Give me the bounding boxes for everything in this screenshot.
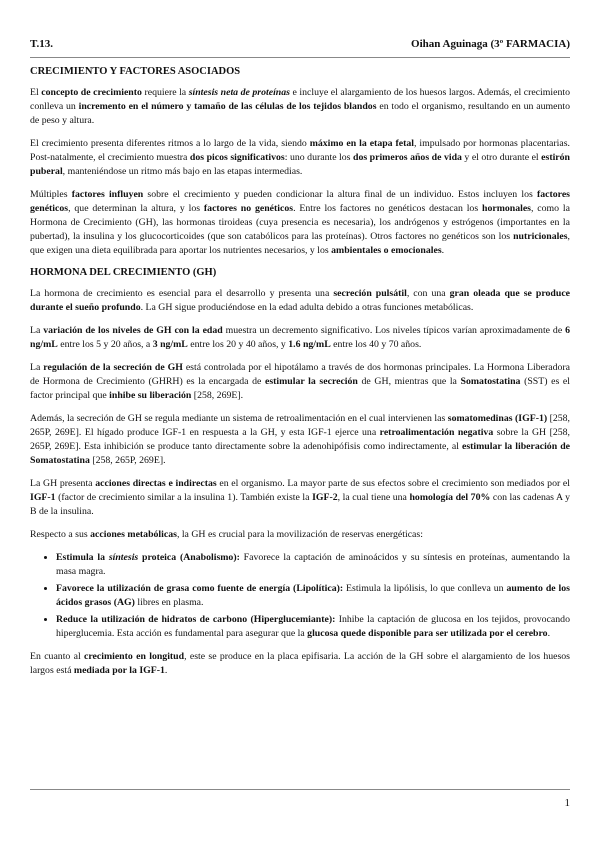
- text-run: Múltiples: [30, 189, 72, 200]
- text-run: factores no genéticos: [203, 203, 294, 214]
- text-run: La: [30, 325, 44, 336]
- text-run: crecimiento en longitud: [84, 651, 185, 662]
- text-run: IGF-2: [312, 492, 338, 503]
- text-run: glucosa quede disponible para ser utilizada por el cerebro: [307, 628, 548, 639]
- text-run: .: [547, 628, 551, 639]
- text-run: dos primeros años de vida: [353, 152, 462, 163]
- text-run: acciones directas e indirectas: [95, 478, 217, 489]
- text-run: Reduce la utilización de hidratos de carbono (Hiperglucemiante):: [56, 614, 336, 625]
- paragraph: [30, 361, 570, 403]
- list-item: [56, 582, 570, 610]
- text-run: [258, 265P, 269E].: [89, 455, 166, 466]
- text-run: , que determinan la altura, y los: [68, 203, 204, 214]
- text-run: está controlada por el hipotálamo a través de dos hormonas principales. La Hormona Liberadora de Hormona de Crecimiento (GHRH) es la encargada de: [30, 362, 570, 387]
- text-run: Estimula la: [56, 552, 109, 563]
- text-run: mediada por la IGF-1: [73, 665, 165, 676]
- text-run: gran oleada que se produce durante el sueño profundo: [30, 288, 571, 313]
- text-run: de GH, mientras que la: [357, 376, 461, 387]
- text-run: El: [30, 87, 42, 98]
- text-run: incremento en el número y tamaño de las células de los tejidos blandos: [78, 101, 377, 112]
- text-run: , la GH es crucial para la movilización de reservas energéticas:: [176, 529, 423, 540]
- text-run: estimular la liberación de Somatostatina: [30, 441, 570, 466]
- text-run: [258, 265P, 269E]. El hígado produce IGF-1 en respuesta a la GH, y esta IGF-1 ejerce una: [30, 413, 571, 438]
- metabolic-actions-list: [30, 551, 570, 641]
- paragraph: [30, 287, 570, 315]
- text-run: [109, 552, 138, 563]
- text-run: entre los 40 y 70 años.: [330, 339, 422, 350]
- text-run: inhibe su liberación: [109, 390, 192, 401]
- list-item: [56, 551, 570, 579]
- text-run: requiere la: [141, 87, 189, 98]
- text-run: homología del 70%: [409, 492, 491, 503]
- text-run: , manteniéndose un ritmo más bajo en las etapas intermedias.: [62, 166, 303, 177]
- paragraph: [30, 137, 570, 179]
- text-run: , con una: [406, 288, 450, 299]
- text-run: hormonales: [482, 203, 531, 214]
- text-run: 1.6 ng/mL: [288, 339, 331, 350]
- text-run: (factor de crecimiento similar a la insulina 1). También existe la: [55, 492, 313, 503]
- text-run: sobre la GH [258, 265P, 269E]. Esta inhibición se produce tanto directamente sobre la adenohipófisis como indirectamente, al: [30, 427, 570, 452]
- text-run: entre los 20 y 40 años, y: [187, 339, 289, 350]
- text-run: Somatostatina: [460, 376, 521, 387]
- text-run: regulación de la secreción de GH: [43, 362, 183, 373]
- text-run: 6 ng/mL: [30, 325, 570, 350]
- paragraph: [30, 477, 570, 519]
- text-run: IGF-1: [30, 492, 56, 503]
- text-run: , que exigen una dieta equilibrada para aportar los nutrientes necesarios, y los: [30, 231, 570, 256]
- text-run: . Entre los factores no genéticos destacan los: [293, 203, 482, 214]
- text-run: .: [164, 665, 168, 676]
- text-run: , impulsado por hormonas placentarias. Post-natalmente, el crecimiento muestra: [30, 138, 570, 163]
- list-item: [56, 613, 570, 641]
- footer-divider: [30, 789, 570, 790]
- text-run: : uno durante los: [284, 152, 353, 163]
- text-run: estimular la secreción: [264, 376, 358, 387]
- text-run: La: [30, 362, 44, 373]
- header-author: Oihan Aguinaga (3º FARMACIA): [411, 38, 570, 50]
- text-run: .: [441, 245, 445, 256]
- paragraph: [30, 86, 570, 128]
- text-run: Respecto a sus: [30, 529, 91, 540]
- text-run: , este se produce en la placa epifisaria. La acción de la GH sobre el alargamiento de los huesos largos está: [30, 651, 570, 676]
- text-run: factores influyen: [71, 189, 144, 200]
- section-title-gh: HORMONA DEL CRECIMIENTO (GH): [30, 267, 217, 278]
- header-topic-number: T.13.: [30, 38, 54, 50]
- text-run: en el organismo. La mayor parte de sus efectos sobre el crecimiento son mediados por el: [216, 478, 570, 489]
- text-run: máximo en la etapa fetal: [309, 138, 415, 149]
- text-run: con las cadenas A y B de la insulina.: [30, 492, 571, 517]
- paragraph: [30, 528, 570, 542]
- paragraph: [30, 188, 570, 258]
- text-run: El crecimiento presenta diferentes ritmos a lo largo de la vida, siendo: [30, 138, 310, 149]
- paragraph: [30, 650, 570, 678]
- text-run: variación de los niveles de GH con la edad: [43, 325, 223, 336]
- text-run: factores genéticos: [30, 189, 570, 214]
- text-run: , como la Hormona de Crecimiento (GH), las hormonas tiroideas (cuya presencia es necesaria), los andrógenos y estrógenos (importantes en la pubertad), la insulina y los glucocorticoides (que son catabólicos para las proteínas). Otros factores no genéticos son los: [30, 203, 570, 242]
- text-run: nutricionales: [513, 231, 568, 242]
- text-run: ambientales o emocionales: [331, 245, 442, 256]
- section-title-crecimiento: CRECIMIENTO Y FACTORES ASOCIADOS: [30, 66, 241, 77]
- text-run: concepto de crecimiento: [41, 87, 142, 98]
- text-run: (SST) es el factor principal que: [30, 376, 570, 401]
- paragraph: [30, 324, 570, 352]
- text-run: proteica (Anabolismo):: [138, 552, 240, 563]
- text-run: [189, 87, 290, 98]
- page-number: 1: [564, 797, 570, 809]
- document-body: [30, 66, 570, 687]
- text-run: e incluye el alargamiento de los huesos largos. Además, el crecimiento conlleva un: [30, 87, 570, 112]
- text-run: somatomedinas (IGF-1): [447, 413, 548, 424]
- paragraph: [30, 412, 570, 468]
- text-run: 3 ng/mL: [152, 339, 188, 350]
- text-run: Favorece la captación de aminoácidos y su síntesis en proteínas, aumentando la masa magra.: [56, 552, 570, 577]
- text-run: , la cual tiene una: [337, 492, 410, 503]
- text-run: Además, la secreción de GH se regula mediante un sistema de retroalimentación en el cual intervienen las: [30, 413, 448, 424]
- text-run: Estimula la lipólisis, lo que conlleva un: [343, 583, 507, 594]
- text-run: acciones metabólicas: [90, 529, 177, 540]
- text-run: . La GH sigue produciéndose en la edad adulta debido a otras funciones metabólicas.: [140, 302, 474, 313]
- page-header: [30, 38, 570, 50]
- text-run: y el otro durante el: [461, 152, 542, 163]
- text-run: aumento de los ácidos grasos (AG): [56, 583, 570, 608]
- text-run: La hormona de crecimiento es esencial para el desarrollo y presenta una: [30, 288, 334, 299]
- text-run: Inhibe la captación de glucosa en los tejidos, provocando hiperglucemia. Esta acción es fundamental para asegurar que la: [56, 614, 570, 639]
- text-run: muestra un decremento significativo. Los niveles típicos varían aproximadamente de: [222, 325, 566, 336]
- text-run: retroalimentación negativa: [379, 427, 494, 438]
- text-run: entre los 5 y 20 años, a: [57, 339, 153, 350]
- text-run: síntesis neta de proteínas: [188, 87, 290, 98]
- text-run: [258, 269E].: [191, 390, 244, 401]
- text-run: síntesis: [108, 552, 139, 563]
- text-run: secreción pulsátil: [333, 288, 407, 299]
- text-run: Favorece la utilización de grasa como fuente de energía (Lipolítica):: [56, 583, 344, 594]
- text-run: en todo el organismo, resultando en un aumento de peso y altura.: [30, 101, 570, 126]
- text-run: En cuanto al: [30, 651, 85, 662]
- header-divider: [30, 57, 570, 58]
- text-run: estirón puberal: [30, 152, 570, 177]
- text-run: La GH presenta: [30, 478, 96, 489]
- text-run: libres en plasma.: [134, 597, 204, 608]
- text-run: dos picos significativos: [189, 152, 285, 163]
- text-run: sobre el crecimiento y pueden condicionar la altura final de un individuo. Estos incluyen los: [143, 189, 537, 200]
